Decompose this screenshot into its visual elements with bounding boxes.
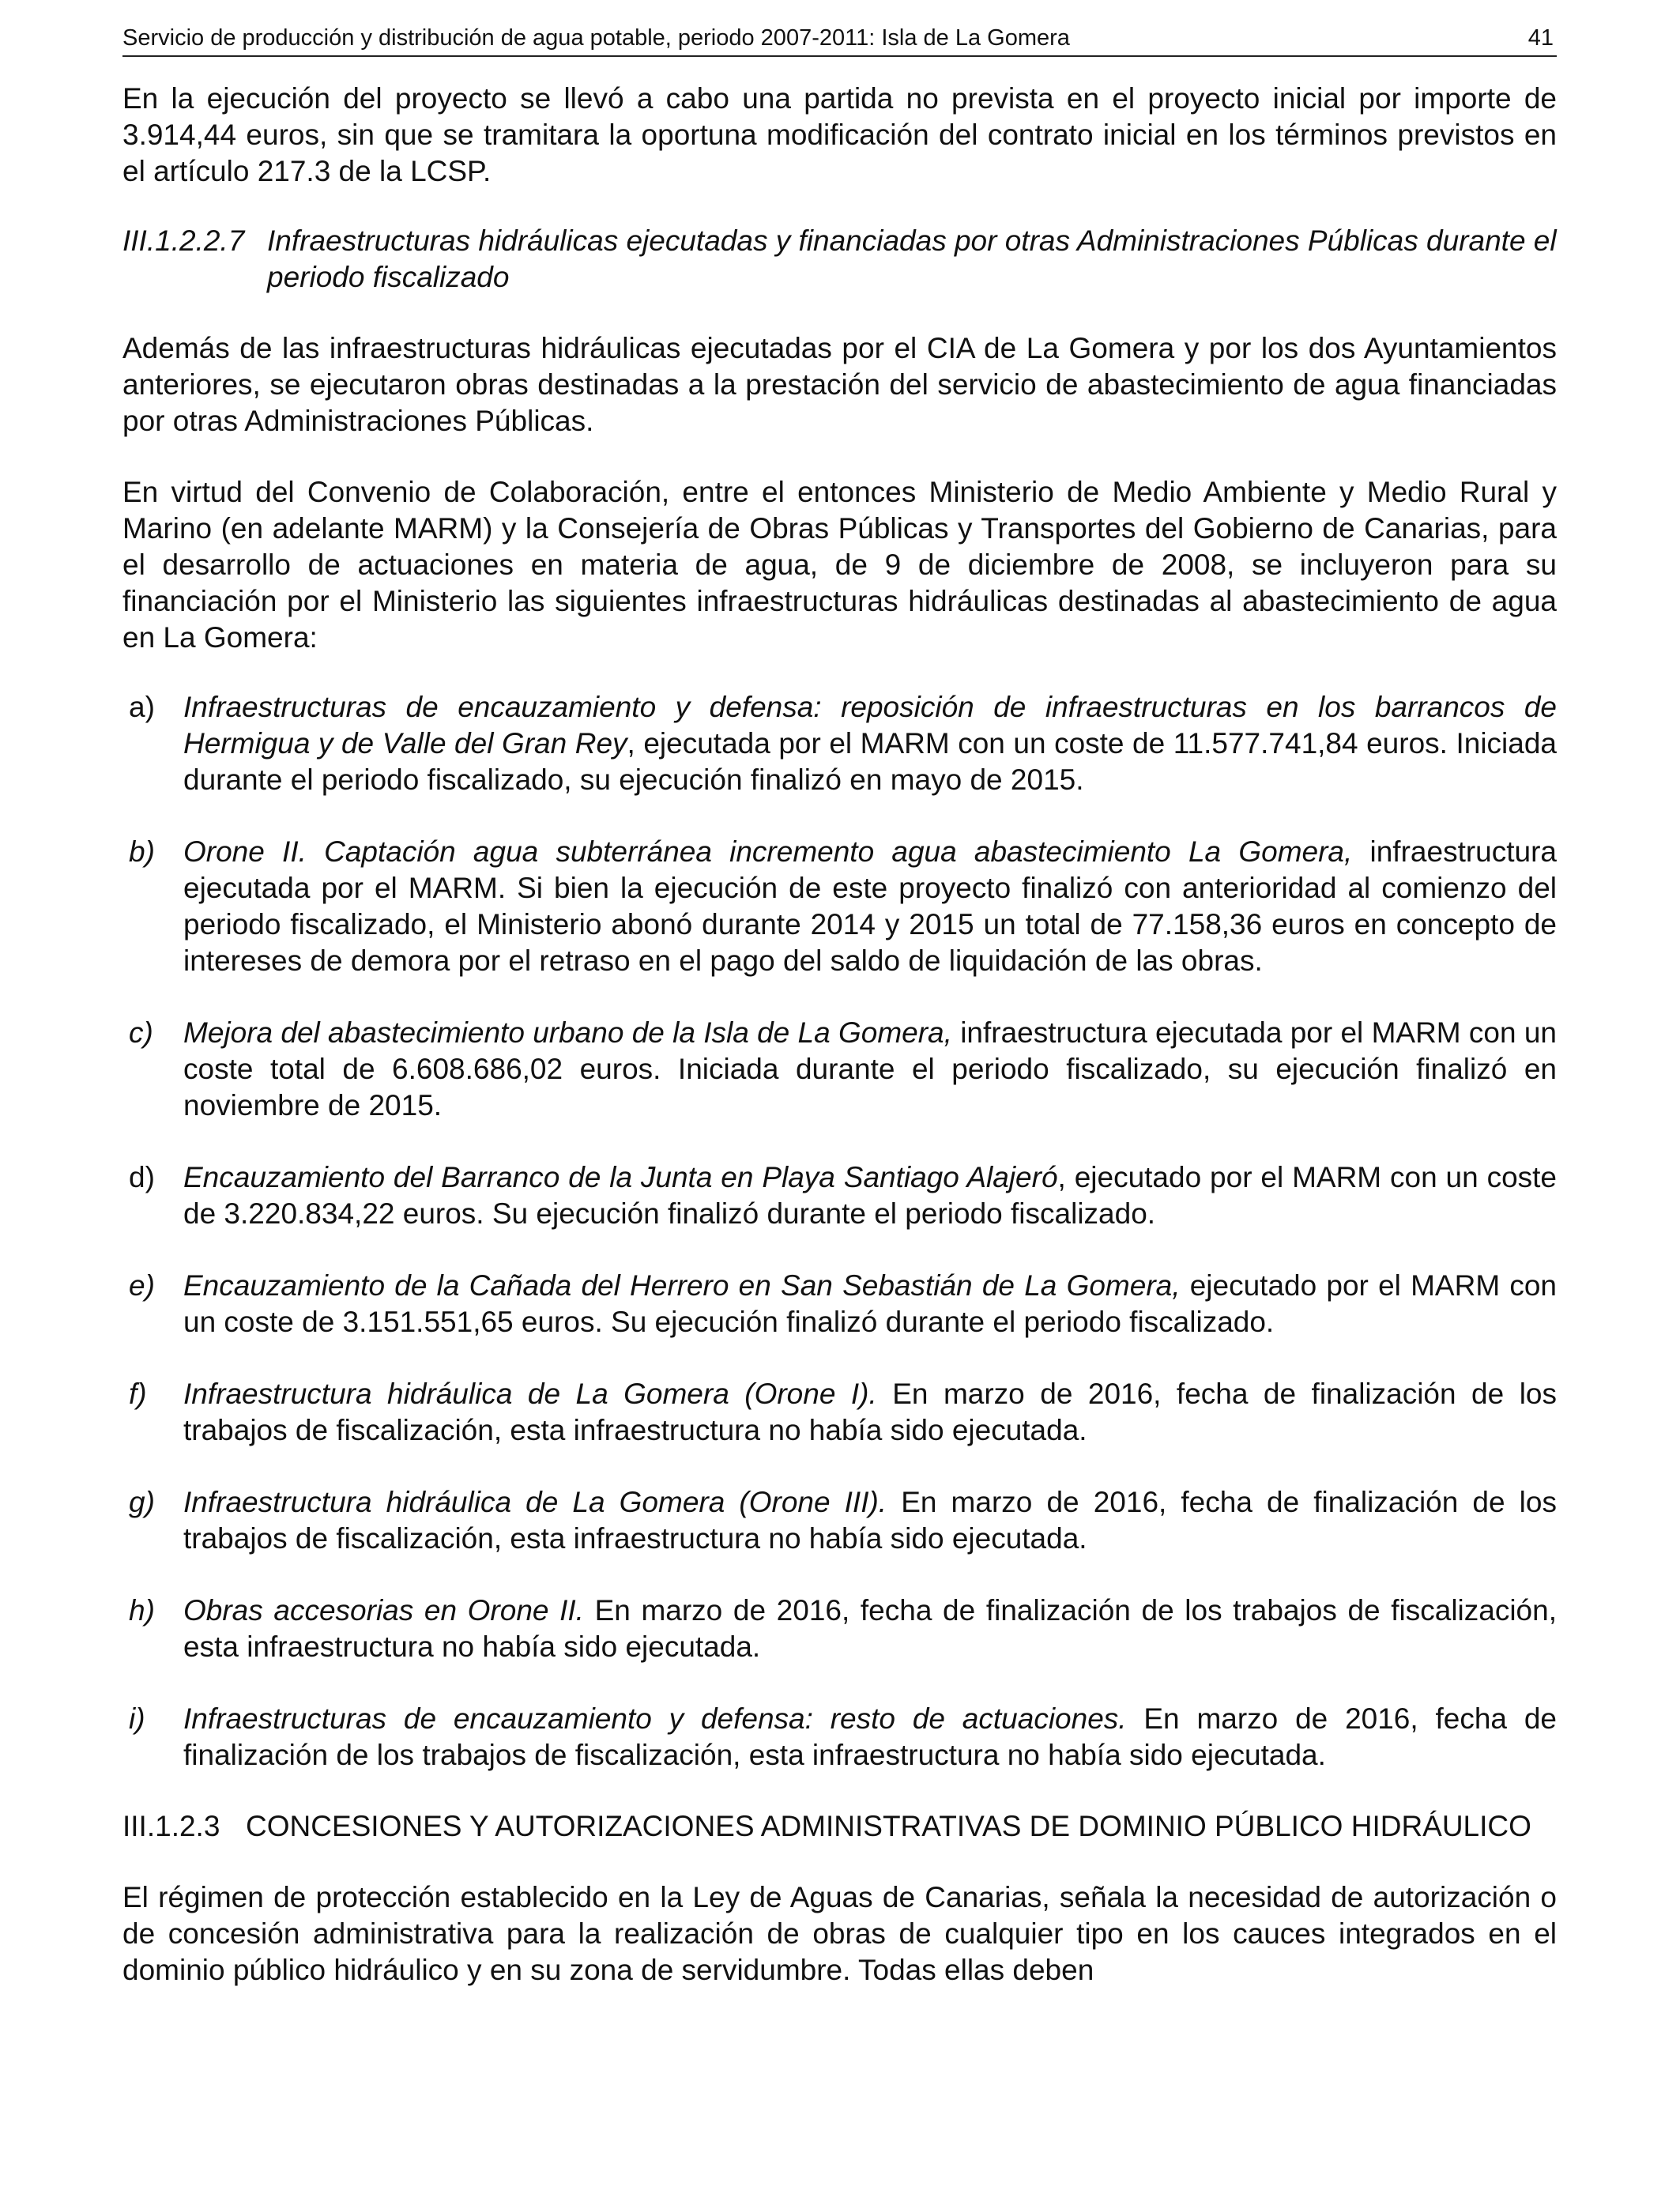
page-number: 41 [1527, 25, 1554, 51]
list-marker: d) [129, 1161, 155, 1193]
intro-paragraph: En la ejecución del proyecto se llevó a cabo una partida no prevista en el proyecto inicial por importe de 3.914,44 euros, sin que se tramitara la oportuna modificación del contrato inicial en los términos previstos en el artículo 217.3 de la LCSP. [122, 82, 1557, 187]
paragraph-regimen: El régimen de protección establecido en la Ley de Aguas de Canarias, señala la necesidad de autorización o de concesión administrativa para la realización de obras de cualquier tipo en los cauces integrados en el dominio público hidráulico y en su zona de servidumbre. Todas ellas deben [122, 1881, 1557, 1986]
running-header [122, 24, 1557, 57]
list-item-text: , ejecutada por el MARM con un coste de 11.577.741,84 euros. Iniciada durante el periodo fiscalizado, su ejecución finalizó en mayo de 2015. [183, 727, 1557, 796]
list-item-title: Encauzamiento del Barranco de la Junta en Playa Santiago Alajeró [183, 1161, 1058, 1193]
list-item-h [122, 1593, 1557, 1665]
section-number: III.1.2.2.7 [122, 224, 245, 257]
list-item-text: En marzo de 2016, fecha de finalización de los trabajos de fiscalización, esta infraestructura no había sido ejecutada. [183, 1378, 1557, 1446]
list-item-body [183, 834, 1557, 979]
list-item-title: Mejora del abastecimiento urbano de la Isla de La Gomera, [183, 1016, 952, 1049]
section-title: Infraestructuras hidráulicas ejecutadas y financiadas por otras Administraciones Públicas durante el periodo fiscalizado [267, 224, 1557, 293]
paragraph-ademas: Además de las infraestructuras hidráulicas ejecutadas por el CIA de La Gomera y por los dos Ayuntamientos anteriores, se ejecutaron obras destinadas a la prestación del servicio de abastecimiento de agua financiadas por otras Administraciones Públicas. [122, 332, 1557, 437]
list-marker: a) [129, 691, 155, 723]
list-item-b [122, 834, 1557, 979]
infrastructure-list [122, 689, 1557, 1774]
list-item-g [122, 1484, 1557, 1557]
section-heading-concesiones [122, 1808, 1557, 1845]
list-marker: f) [129, 1378, 147, 1410]
list-item-text: infraestructura ejecutada por el MARM. Si bien la ejecución de este proyecto finalizó con anterioridad al comienzo del periodo fiscalizado, el Ministerio abonó durante 2014 y 2015 un total de 77.158,36 euros en concepto de intereses de demora por el retraso en el pago del saldo de liquidación de las obras. [183, 835, 1558, 977]
list-marker: i) [129, 1702, 145, 1735]
list-item-f [122, 1376, 1557, 1449]
list-item-title: Infraestructuras de encauzamiento y defensa: reposición de infraestructuras en los barrancos de Hermigua y de Valle del Gran Rey [183, 691, 1557, 760]
list-item-body [183, 1015, 1557, 1124]
list-item-text: En marzo de 2016, fecha de finalización de los trabajos de fiscalización, esta infraestructura no había sido ejecutada. [183, 1702, 1557, 1771]
list-item-title: Infraestructuras de encauzamiento y defensa: resto de actuaciones. [183, 1702, 1127, 1735]
list-item-text: infraestructura ejecutada por el MARM con un coste total de 6.608.686,02 euros. Iniciada durante el periodo fiscalizado, su ejecución finalizó en noviembre de 2015. [183, 1016, 1557, 1122]
list-item-d [122, 1159, 1557, 1232]
list-item-text: En marzo de 2016, fecha de finalización de los trabajos de fiscalización, esta infraestructura no había sido ejecutada. [183, 1594, 1557, 1663]
list-item-text: En marzo de 2016, fecha de finalización de los trabajos de fiscalización, esta infraestructura no había sido ejecutada. [183, 1486, 1557, 1555]
list-item-body [183, 1701, 1557, 1774]
section-number: III.1.2.3 [122, 1810, 220, 1842]
list-item-c [122, 1015, 1557, 1124]
list-item-text: ejecutado por el MARM con un coste de 3.151.551,65 euros. Su ejecución finalizó durante el periodo fiscalizado. [183, 1269, 1557, 1338]
list-item-title: Orone II. Captación agua subterránea incremento agua abastecimiento La Gomera, [183, 835, 1353, 868]
list-item-title: Infraestructura hidráulica de La Gomera (Orone I). [183, 1378, 877, 1410]
list-item-body [183, 1484, 1557, 1557]
list-item-a [122, 689, 1557, 798]
list-marker: h) [129, 1594, 155, 1627]
list-item-title: Infraestructura hidráulica de La Gomera (Orone III). [183, 1486, 887, 1518]
list-item-body [183, 1268, 1557, 1340]
list-marker: e) [129, 1269, 155, 1302]
list-item-e [122, 1268, 1557, 1340]
list-marker: g) [129, 1486, 155, 1518]
list-item-title: Encauzamiento de la Cañada del Herrero en San Sebastián de La Gomera, [183, 1269, 1181, 1302]
list-marker: b) [129, 835, 155, 868]
list-item-title: Obras accesorias en Orone II. [183, 1594, 584, 1627]
list-item-body [183, 1376, 1557, 1449]
list-item-i [122, 1701, 1557, 1774]
list-item-body [183, 1593, 1557, 1665]
list-marker: c) [129, 1016, 153, 1049]
paragraph-convenio: En virtud del Convenio de Colaboración, entre el entonces Ministerio de Medio Ambiente y Medio Rural y Marino (en adelante MARM) y la Consejería de Obras Públicas y Transportes del Gobierno de Canarias, para el desarrollo de actuaciones en materia de agua, de 9 de diciembre de 2008, se incluyeron para su financiación por el Ministerio las siguientes infraestructuras hidráulicas destinadas al abastecimiento de agua en La Gomera: [122, 476, 1557, 654]
document-page [122, 24, 1557, 1989]
list-item-body [183, 689, 1557, 798]
running-header-title: Servicio de producción y distribución de agua potable, periodo 2007-2011: Isla de La Gomera [122, 25, 1070, 51]
section-heading-infraestructuras [122, 223, 1557, 296]
list-item-body [183, 1159, 1557, 1232]
section-title: CONCESIONES Y AUTORIZACIONES ADMINISTRATIVAS DE DOMINIO PÚBLICO HIDRÁULICO [246, 1810, 1531, 1842]
list-item-text: , ejecutado por el MARM con un coste de 3.220.834,22 euros. Su ejecución finalizó durante el periodo fiscalizado. [183, 1161, 1558, 1230]
